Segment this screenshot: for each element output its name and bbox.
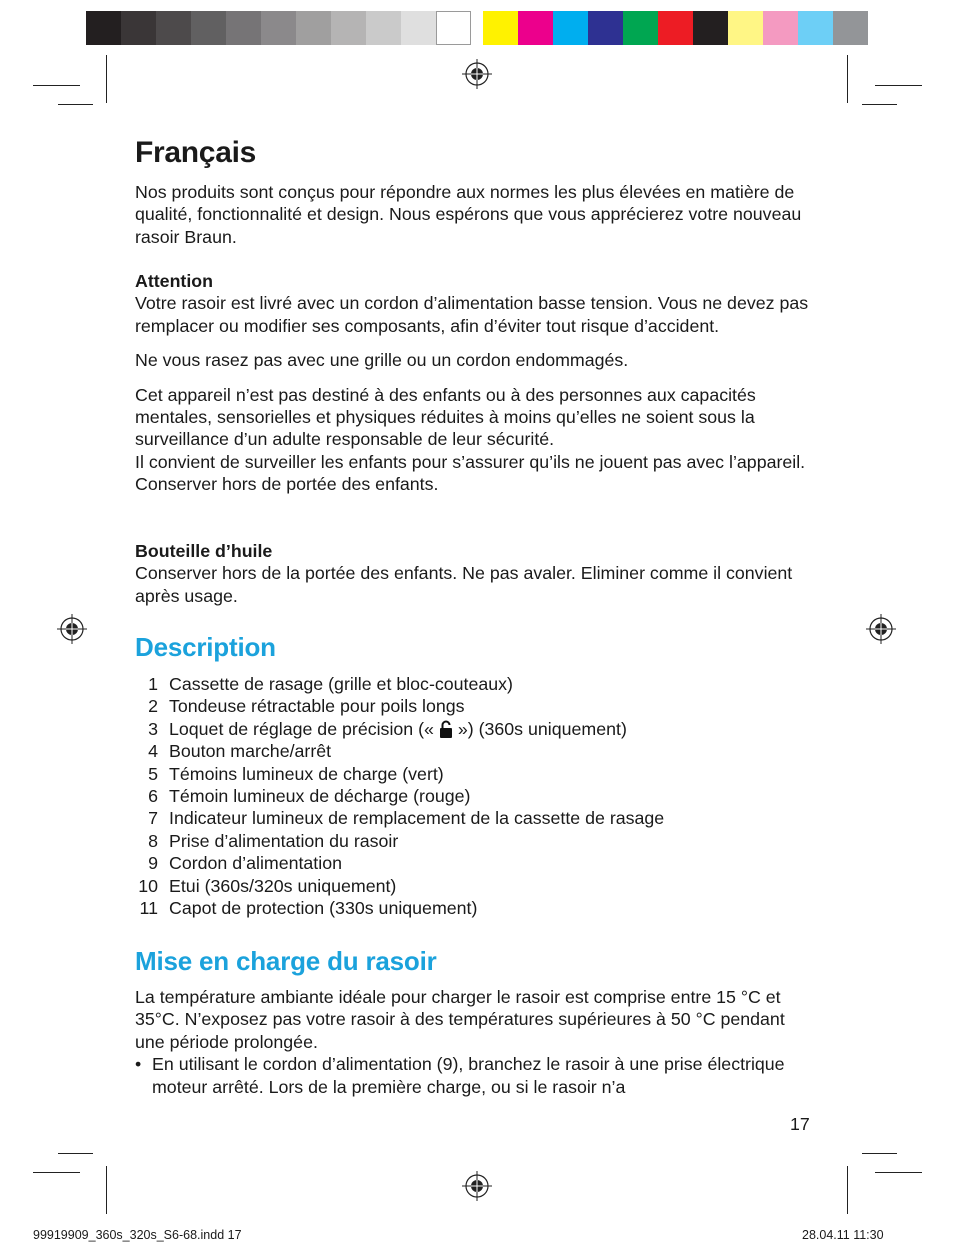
list-item <box>135 830 815 852</box>
charging-section <box>135 986 815 1098</box>
process-color-swatch <box>763 11 798 45</box>
list-item <box>135 875 815 897</box>
attention-section <box>135 270 815 496</box>
footer-file-info: 99919909_360s_320s_S6-68.indd 17 <box>33 1228 242 1242</box>
item-number: 6 <box>148 786 158 807</box>
gray-swatch <box>86 11 121 45</box>
registration-mark-icon <box>57 614 87 644</box>
item-text: Tondeuse rétractable pour poils longs <box>169 696 465 717</box>
registration-mark-icon <box>866 614 896 644</box>
registration-mark-icon <box>462 59 492 89</box>
item-number: 4 <box>148 741 158 762</box>
item-number: 10 <box>138 875 158 896</box>
footer-timestamp: 28.04.11 11:30 <box>802 1228 884 1242</box>
process-color-swatch <box>553 11 588 45</box>
intro-paragraph: Nos produits sont conçus pour répondre aux normes les plus élevées en matière de qualité, fonctionnalité et design. Nous espérons que vous apprécierez votre nouveau rasoir Braun. <box>135 182 802 247</box>
item-number: 9 <box>148 853 158 874</box>
oil-paragraph: Conserver hors de la portée des enfants. Ne pas avaler. Eliminer comme il convient après usage. <box>135 563 793 606</box>
item-text: Bouton marche/arrêt <box>169 741 332 762</box>
list-item <box>135 1053 815 1098</box>
item-text: Cassette de rasage (grille et bloc-couteaux) <box>169 674 513 694</box>
item-number: 1 <box>148 674 158 694</box>
attention-paragraph-2: Ne vous rasez pas avec une grille ou un cordon endommagés. <box>135 350 629 371</box>
process-color-swatch <box>833 11 868 45</box>
gray-swatch <box>121 11 156 45</box>
gray-swatch <box>366 11 401 45</box>
item-number: 8 <box>148 830 158 851</box>
item-number: 11 <box>139 898 158 919</box>
process-color-swatch <box>518 11 553 45</box>
registration-mark-icon <box>462 1171 492 1201</box>
item-text: Témoins lumineux de charge (vert) <box>169 763 444 784</box>
process-color-swatch <box>798 11 833 45</box>
process-color-swatch <box>483 11 518 45</box>
item-text <box>169 718 627 740</box>
item-text: Prise d’alimentation du rasoir <box>169 830 399 851</box>
item-text: Etui (360s/320s uniquement) <box>169 875 397 896</box>
list-item <box>135 897 815 919</box>
process-color-swatch <box>588 11 623 45</box>
attention-paragraph-3: Cet appareil n’est pas destiné à des enfants ou à des personnes aux capacités mentales, sensorielles et physiques réduites à moins qu’elles ne soient sous la surveillance d’un adulte responsable de leur sécurité. <box>135 384 756 450</box>
intro-section <box>135 181 815 248</box>
charging-heading: Mise en charge du rasoir <box>135 946 437 976</box>
lock-icon <box>439 720 453 738</box>
item-text: Capot de protection (330s uniquement) <box>169 898 478 919</box>
list-item <box>135 718 815 740</box>
bullet-text: En utilisant le cordon d’alimentation (9), branchez le rasoir à une prise électrique moteur arrêté. Lors de la première charge, ou si le rasoir n’a <box>152 1054 785 1097</box>
gray-swatch <box>156 11 191 45</box>
item-number: 2 <box>148 696 158 717</box>
list-item <box>135 763 815 785</box>
list-item <box>135 852 815 874</box>
oil-section <box>135 540 815 607</box>
bullet-marker: • <box>135 1054 142 1075</box>
list-item <box>135 785 815 807</box>
list-item <box>135 695 815 717</box>
description-list <box>135 673 815 919</box>
gray-swatch <box>296 11 331 45</box>
list-item <box>135 673 815 695</box>
gray-swatch <box>191 11 226 45</box>
process-color-swatch <box>693 11 728 45</box>
list-item <box>135 807 815 829</box>
item-number: 7 <box>148 808 158 829</box>
item-text: Indicateur lumineux de remplacement de la cassette de rasage <box>169 808 665 829</box>
item-text: Cordon d’alimentation <box>169 853 342 874</box>
list-item <box>135 740 815 762</box>
gray-swatch <box>226 11 261 45</box>
process-color-swatch <box>728 11 763 45</box>
process-color-swatch <box>623 11 658 45</box>
page-title: Français <box>135 136 256 169</box>
item-number: 3 <box>148 718 158 739</box>
item-text-before: Loquet de réglage de précision (« <box>169 718 434 739</box>
charging-paragraph: La température ambiante idéale pour charger le rasoir est comprise entre 15 °C et 35°C. N’exposez pas votre rasoir à des températures supérieures à 50 °C pendant une période prolongée. <box>135 987 785 1052</box>
gray-swatch <box>261 11 296 45</box>
page-number: 17 <box>790 1114 810 1134</box>
description-heading: Description <box>135 632 276 662</box>
gray-swatch <box>331 11 366 45</box>
gray-swatch <box>436 11 471 45</box>
oil-heading: Bouteille d’huile <box>135 541 273 561</box>
attention-paragraph-1: Votre rasoir est livré avec un cordon d’alimentation basse tension. Vous ne devez pas remplacer ou modifier ses composants, afin d’éviter tout risque d’accident. <box>135 293 809 336</box>
gray-swatch <box>401 11 436 45</box>
attention-paragraph-4: Il convient de surveiller les enfants pour s’assurer qu’ils ne jouent pas avec l’appareil. Conserver hors de portée des enfants. <box>135 451 806 495</box>
attention-heading: Attention <box>135 271 214 291</box>
item-text: Témoin lumineux de décharge (rouge) <box>169 786 471 807</box>
process-color-swatch <box>658 11 693 45</box>
item-text-after: ») (360s uniquement) <box>457 718 627 739</box>
item-number: 5 <box>148 763 158 784</box>
